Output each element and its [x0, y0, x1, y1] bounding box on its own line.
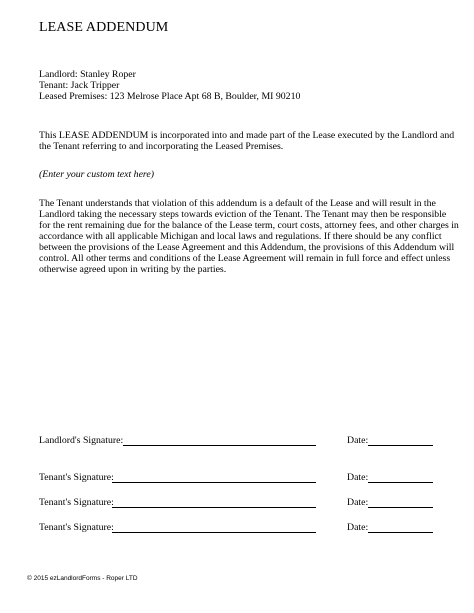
copyright-footer: © 2015 ezLandlordForms - Roper LTD [27, 575, 138, 582]
tenant-signature-row-2 [39, 497, 439, 513]
terms-paragraph: The Tenant understands that violation of this addendum is a default of the Lease and will result in the Landlord taking the necessary steps towards eviction of the Tenant. The Tenant may then be responsible for the rent remaining due for the balance of the Lease term, court costs, attorney fees, and other charges in accordance with all applicable Michigan and local laws and regulations. If there should be any conflict between the provisions of the Lease Agreement and this Addendum, the provisions of this Addendum will control. All other terms and conditions of the Lease Agreement will remain in full force and effect unless otherwise agreed upon in writing by the parties. [39, 198, 459, 275]
leased-premises-line: Leased Premises: 123 Melrose Place Apt 68 B, Boulder, MI 90210 [39, 91, 301, 102]
tenant-date-line-2[interactable] [368, 507, 433, 508]
intro-paragraph: This LEASE ADDENDUM is incorporated into and made part of the Lease executed by the Landlord and the Tenant referring to and incorporating the Leased Premises. [39, 130, 455, 152]
landlord-signature-label: Landlord's Signature: [39, 435, 124, 446]
tenant-date-line-1[interactable] [368, 482, 433, 483]
tenant-date-label: Date: [347, 472, 369, 483]
document-title: LEASE ADDENDUM [39, 20, 169, 35]
tenant-signature-line-3[interactable] [112, 532, 316, 533]
tenant-signature-line-1[interactable] [112, 482, 316, 483]
tenant-signature-label: Tenant's Signature: [39, 472, 114, 483]
tenant-signature-label: Tenant's Signature: [39, 497, 114, 508]
landlord-signature-line[interactable] [123, 445, 316, 446]
tenant-signature-row-1 [39, 472, 439, 488]
tenant-date-line-3[interactable] [368, 532, 433, 533]
tenant-signature-line-2[interactable] [112, 507, 316, 508]
parties-block [39, 69, 300, 102]
landlord-date-line[interactable] [368, 445, 433, 446]
landlord-signature-row [39, 435, 439, 451]
tenant-date-label: Date: [347, 522, 369, 533]
tenant-signature-row-3 [39, 522, 439, 538]
tenant-signature-label: Tenant's Signature: [39, 522, 114, 533]
landlord-line: Landlord: Stanley Roper [39, 69, 136, 80]
tenant-line: Tenant: Jack Tripper [39, 80, 120, 91]
tenant-date-label: Date: [347, 497, 369, 508]
custom-text-field[interactable]: (Enter your custom text here) [39, 169, 154, 180]
landlord-date-label: Date: [347, 435, 369, 446]
